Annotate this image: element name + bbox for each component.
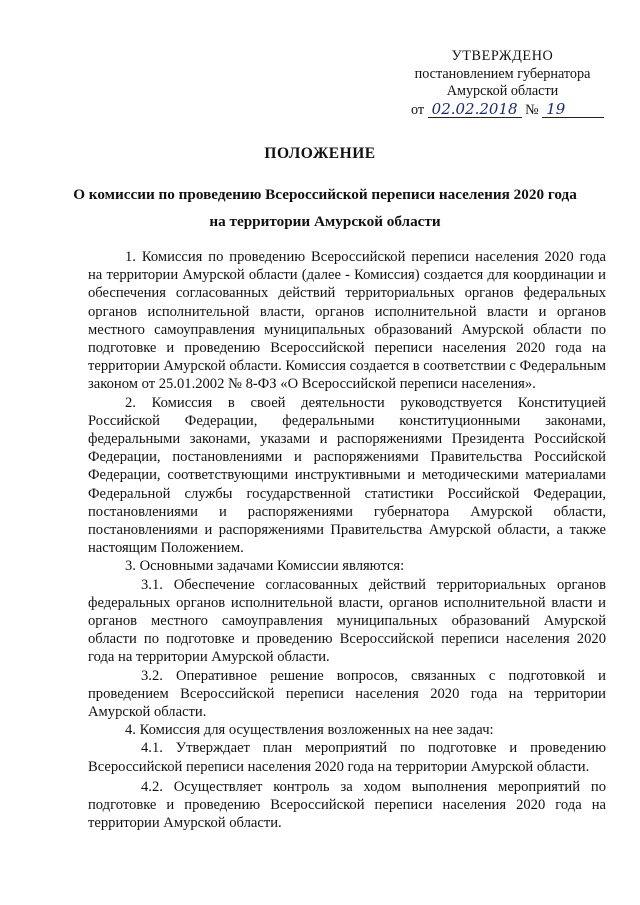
document-body — [88, 248, 606, 833]
paragraph-3-1: 3.1. Обеспечение согласованных действий территориальных органов федеральных органов исполнительной власти, органов исполнительной власти и органов местного самоуправления муниципальных образований Амурской области по подготовке и проведению Всероссийской переписи населения 2020 года на территории Амурской области. — [88, 576, 606, 666]
document-title: ПОЛОЖЕНИЕ — [264, 145, 376, 162]
paragraph-3: 3. Основными задачами Комиссии являются: — [125, 558, 405, 575]
subtitle-line-1: О комиссии по проведению Всероссийской переписи населения 2020 года — [73, 186, 577, 203]
handwritten-date: 02.02.2018 — [428, 101, 522, 118]
subtitle-line-2: на территории Амурской области — [209, 213, 441, 230]
paragraph-3-2: 3.2. Оперативное решение вопросов, связанных с подготовкой и проведением Всероссийской переписи населения 2020 года на территории Амурской области. — [88, 667, 606, 721]
from-label: от — [411, 101, 425, 118]
paragraph-4-1: 4.1. Утверждает план мероприятий по подготовке и проведению Всероссийской переписи населения 2020 года на территории Амурской области. — [88, 740, 606, 775]
number-label: № — [525, 101, 539, 118]
approval-date-line — [395, 101, 610, 120]
approval-stamp — [395, 48, 610, 119]
approval-line-2: Амурской области — [446, 83, 559, 99]
approved-heading: УТВЕРЖДЕНО — [451, 48, 554, 64]
document-subtitle — [60, 181, 590, 235]
paragraph-4: 4. Комиссия для осуществления возложенных на нее задач: — [125, 722, 494, 739]
paragraph-1: 1. Комиссия по проведению Всероссийской переписи населения 2020 года на территории Амурской области (далее - Комиссия) создается для координации и обеспечения согласованных действий территориальных органов федеральных органов исполнительной власти, органов исполнительной власти и органов местного самоуправления муниципальных образований Амурской области по подготовке и проведению Всероссийской переписи населения 2020 года на территории Амурской области. Комиссия создается в соответствии с Федеральным законом от 25.01.2002 № 8-ФЗ «О Всероссийской переписи населения». — [88, 249, 606, 393]
approval-line-1: постановлением губернатора — [414, 65, 591, 82]
handwritten-number: 19 — [542, 101, 604, 118]
paragraph-2: 2. Комиссия в своей деятельности руководствуется Конституцией Российской Федерации, федеральными конституционными законами, федеральными законами, указами и распоряжениями Президента Российской Федерации, постановлениями и распоряжениями Правительства Российской Федерации, соответствующими инструктивными и методическими материалами Федеральной службы государственной статистики Российской Федерации, постановлениями и распоряжениями губернатора Амурской области, постановлениями и распоряжениями Правительства Амурской области, а также настоящим Положением. — [88, 394, 606, 557]
paragraph-4-2: 4.2. Осуществляет контроль за ходом выполнения мероприятий по подготовке и проведению Всероссийской переписи населения 2020 года на территории Амурской области. — [88, 778, 606, 832]
